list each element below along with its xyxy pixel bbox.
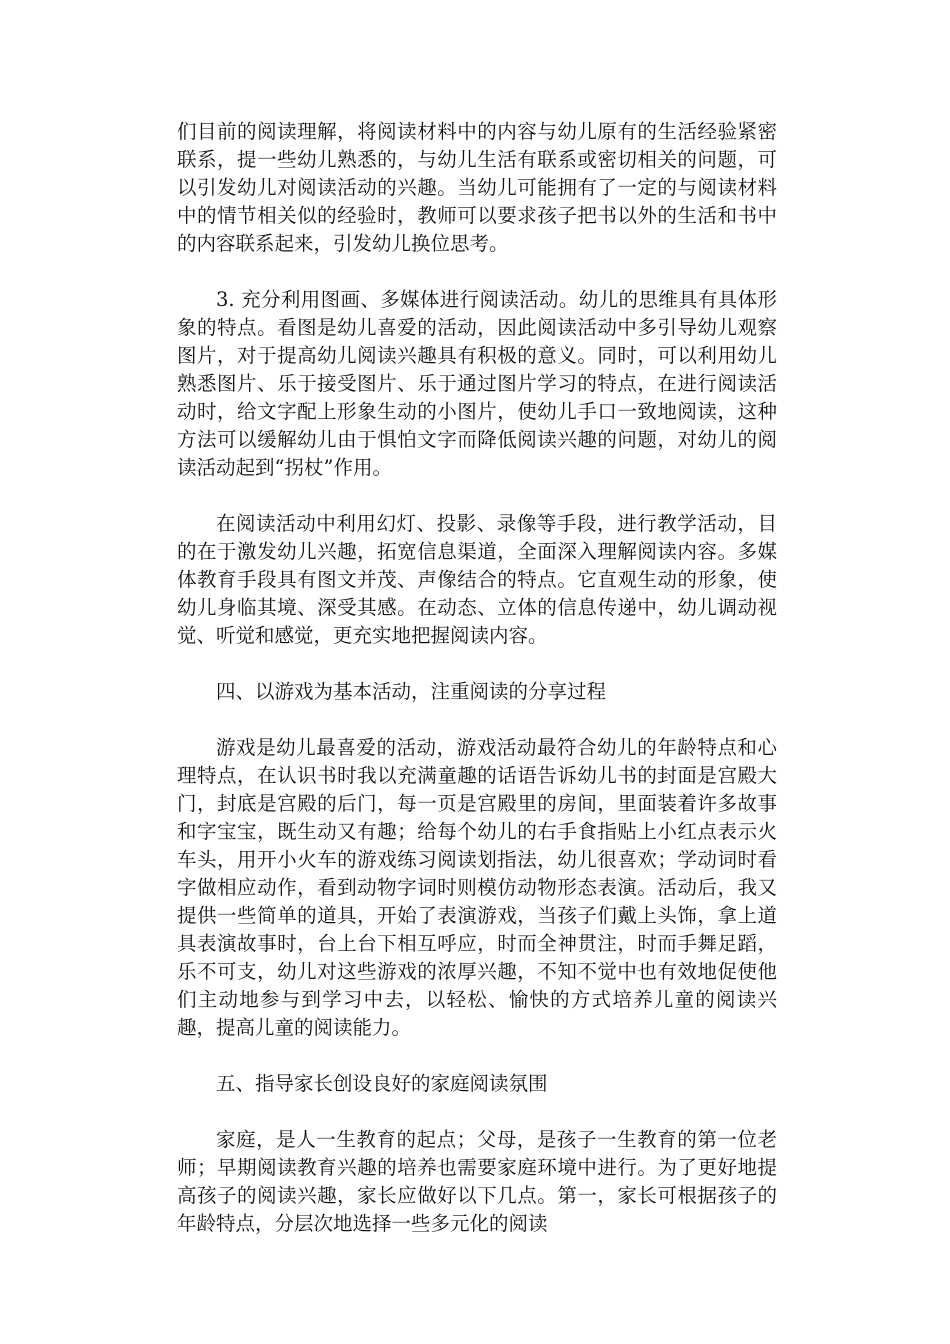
section-heading-family: 五、指导家长创设良好的家庭阅读氛围 — [216, 1072, 548, 1095]
paragraph-pictures-multimedia: 3. 充分利用图画、多媒体进行阅读活动。幼儿的思维具有具体形象的特点。看图是幼儿喜爱的活动，因此阅读活动中多引导幼儿观察图片，对于提高幼儿阅读兴趣具有积极的意义。同时，可以利用幼儿熟悉图片、乐于接受图片、乐于通过图片学习的特点，在进行阅读活动时，给文字配上形象生动的小图片，使幼儿手口一致地阅读，这种方法可以缓解幼儿由于惧怕文字而降低阅读兴趣的问题，对幼儿的阅读活动起到“拐杖”作用。 — [177, 288, 777, 479]
paragraph-reading-connection: 们目前的阅读理解，将阅读材料中的内容与幼儿原有的生活经验紧密联系，提一些幼儿熟悉的，与幼儿生活有联系或密切相关的问题，可以引发幼儿对阅读活动的兴趣。当幼儿可能拥有了一定的与阅读材料中的情节相关似的经验时，教师可以要求孩子把书以外的生活和书中的内容联系起来，引发幼儿换位思考。 — [177, 120, 777, 255]
paragraph-family: 家庭，是人一生教育的起点；父母，是孩子一生教育的第一位老师；早期阅读教育兴趣的培养也需要家庭环境中进行。为了更好地提高孩子的阅读兴趣，家长应做好以下几点。第一，家长可根据孩子的年龄特点，分层次地选择一些多元化的阅读 — [177, 1128, 777, 1235]
paragraph-media-tools: 在阅读活动中利用幻灯、投影、录像等手段，进行教学活动，目的在于激发幼儿兴趣，拓宽信息渠道，全面深入理解阅读内容。多媒体教育手段具有图文并茂、声像结合的特点。它直观生动的形象，使幼儿身临其境、深受其感。在动态、立体的信息传递中，幼儿调动视觉、听觉和感觉，更充实地把握阅读内容。 — [177, 512, 777, 647]
document-page — [177, 118, 777, 1266]
section-heading-games: 四、以游戏为基本活动，注重阅读的分享过程 — [216, 680, 607, 703]
paragraph-games: 游戏是幼儿最喜爱的活动，游戏活动最符合幼儿的年龄特点和心理特点，在认识书时我以充满童趣的话语告诉幼儿书的封面是宫殿大门，封底是宫殿的后门，每一页是宫殿里的房间，里面装着许多故事和字宝宝，既生动又有趣；给每个幼儿的右手食指贴上小红点表示火车头，用开小火车的游戏练习阅读划指法，幼儿很喜欢；学动词时看字做相应动作，看到动物字词时则模仿动物形态表演。活动后，我又提供一些简单的道具，开始了表演游戏，当孩子们戴上头饰，拿上道具表演故事时，台上台下相互呼应，时而全神贯注，时而手舞足蹈，乐不可支，幼儿对这些游戏的浓厚兴趣，不知不觉中也有效地促使他们主动地参与到学习中去，以轻松、愉快的方式培养儿童的阅读兴趣，提高儿童的阅读能力。 — [177, 736, 777, 1039]
